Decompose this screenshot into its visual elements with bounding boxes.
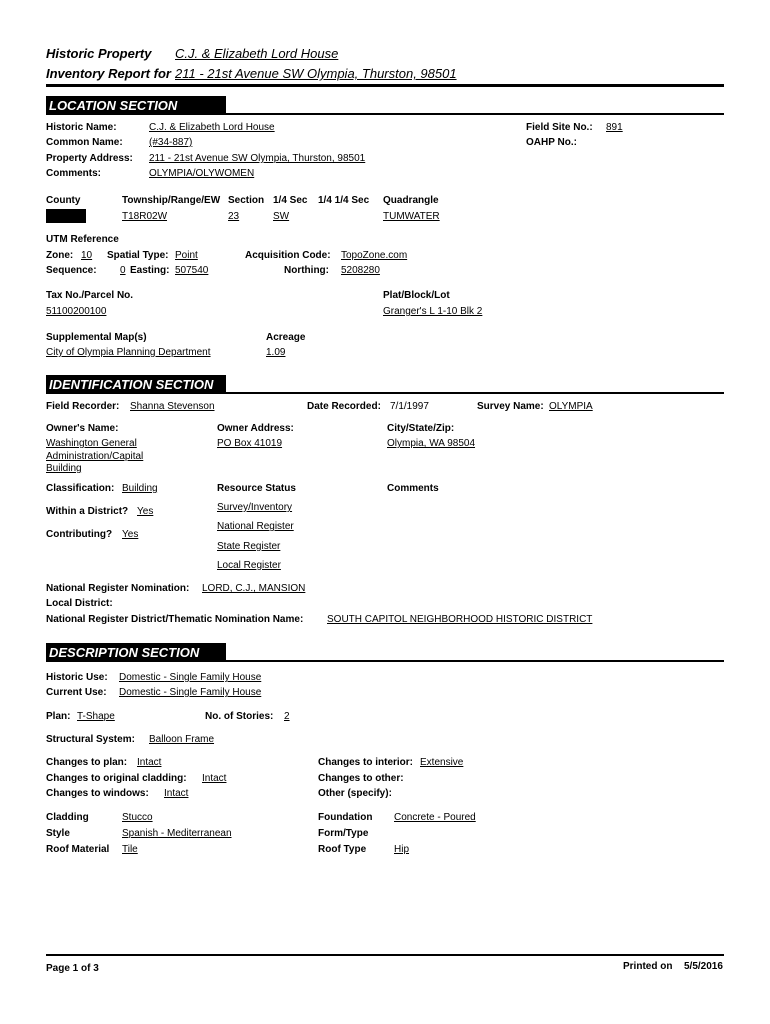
owner-name-label: Owner's Name: xyxy=(46,423,119,434)
utm-label: UTM Reference xyxy=(46,234,119,245)
plat-value: Granger's L 1-10 Blk 2 xyxy=(383,306,483,317)
quarter-sec-label: 1/4 Sec xyxy=(273,195,308,206)
sequence-label: Sequence: xyxy=(46,265,97,276)
zone-value: 10 xyxy=(81,250,93,261)
common-name-value: (#34-887) xyxy=(149,137,193,148)
city-state-zip-value: Olympia, WA 98504 xyxy=(387,438,476,449)
quarter-sec-value: SW xyxy=(273,211,290,222)
section-label: Section xyxy=(228,195,265,206)
status-survey-inventory: Survey/Inventory xyxy=(217,502,293,513)
changes-windows-value: Intact xyxy=(164,788,189,799)
header-property-name: C.J. & Elizabeth Lord House xyxy=(175,46,339,61)
sequence-value: 0 xyxy=(120,265,126,276)
nr-district-label: National Register District/Thematic Nomination Name: xyxy=(46,614,304,625)
other-specify-label: Other (specify): xyxy=(318,788,392,799)
page-number: Page 1 of 3 xyxy=(46,963,99,974)
plat-label: Plat/Block/Lot xyxy=(383,290,450,301)
supplemental-map-label: Supplemental Map(s) xyxy=(46,332,147,343)
tax-parcel-value: 51100200100 xyxy=(46,306,107,317)
location-section-title: LOCATION SECTION xyxy=(46,96,226,115)
oahp-label: OAHP No.: xyxy=(526,137,577,148)
comments-header: Comments xyxy=(387,483,439,494)
city-state-zip-label: City/State/Zip: xyxy=(387,423,455,434)
nr-nomination-value: LORD, C.J., MANSION xyxy=(202,583,306,594)
plan-value: T-Shape xyxy=(77,711,115,722)
owner-address-label: Owner Address: xyxy=(217,423,294,434)
footer-rule xyxy=(46,954,724,956)
comments-value: OLYMPIA/OLYWOMEN xyxy=(149,168,255,179)
description-section-rule xyxy=(46,660,724,662)
header-property-address: 211 - 21st Avenue SW Olympia, Thurston, 98501 xyxy=(175,66,457,81)
roof-material-value: Tile xyxy=(122,844,138,855)
changes-other-label: Changes to other: xyxy=(318,773,404,784)
owner-name-value: Washington General Administration/Capital Building xyxy=(46,438,144,474)
nr-district-value: SOUTH CAPITOL NEIGHBORHOOD HISTORIC DISTRICT xyxy=(327,614,593,625)
acquisition-code-value: TopoZone.com xyxy=(341,250,408,261)
status-local-register: Local Register xyxy=(217,560,281,571)
header-line2-label: Inventory Report for xyxy=(46,66,171,81)
changes-cladding-value: Intact xyxy=(202,773,227,784)
survey-name-label: Survey Name: xyxy=(477,401,544,412)
date-recorded-value: 7/1/1997 xyxy=(390,401,429,412)
cladding-value: Stucco xyxy=(122,812,153,823)
resource-status-label: Resource Status xyxy=(217,483,296,494)
changes-interior-value: Extensive xyxy=(420,757,464,768)
cladding-label: Cladding xyxy=(46,812,89,823)
historic-use-label: Historic Use: xyxy=(46,672,108,683)
spatial-type-label: Spatial Type: xyxy=(107,250,169,261)
changes-plan-value: Intact xyxy=(137,757,162,768)
date-recorded-label: Date Recorded: xyxy=(307,401,381,412)
structural-system-label: Structural System: xyxy=(46,734,135,745)
classification-value: Building xyxy=(122,483,158,494)
property-address-label: Property Address: xyxy=(46,153,133,164)
easting-label: Easting: xyxy=(130,265,170,276)
county-label: County xyxy=(46,195,81,206)
roof-material-label: Roof Material xyxy=(46,844,110,855)
historic-name-value: C.J. & Elizabeth Lord House xyxy=(149,122,275,133)
status-state-register: State Register xyxy=(217,541,281,552)
foundation-value: Concrete - Poured xyxy=(394,812,476,823)
description-section-title: DESCRIPTION SECTION xyxy=(46,643,226,662)
acreage-value: 1.09 xyxy=(266,347,286,358)
roof-type-label: Roof Type xyxy=(318,844,367,855)
nr-nomination-label: National Register Nomination: xyxy=(46,583,190,594)
comments-label: Comments: xyxy=(46,168,102,179)
property-address-value: 211 - 21st Avenue SW Olympia, Thurston, 98501 xyxy=(149,153,366,164)
township-label: Township/Range/EW xyxy=(122,195,221,206)
contributing-label: Contributing? xyxy=(46,529,113,540)
acreage-label: Acreage xyxy=(266,332,306,343)
structural-system-value: Balloon Frame xyxy=(149,734,215,745)
acquisition-code-label: Acquisition Code: xyxy=(245,250,331,261)
common-name-label: Common Name: xyxy=(46,137,123,148)
quarter-quarter-label: 1/4 1/4 Sec xyxy=(318,195,370,206)
header-rule xyxy=(46,84,724,87)
roof-type-value: Hip xyxy=(394,844,410,855)
changes-cladding-label: Changes to original cladding: xyxy=(46,773,187,784)
header-line1-label: Historic Property xyxy=(46,46,152,61)
field-site-label: Field Site No.: xyxy=(526,122,593,133)
quadrangle-value: TUMWATER xyxy=(383,211,440,222)
location-section-rule xyxy=(46,113,724,115)
within-district-label: Within a District? xyxy=(46,506,129,517)
current-use-value: Domestic - Single Family House xyxy=(119,687,262,698)
field-recorder-value: Shanna Stevenson xyxy=(130,401,215,412)
spatial-type-value: Point xyxy=(175,250,198,261)
field-recorder-label: Field Recorder: xyxy=(46,401,120,412)
northing-label: Northing: xyxy=(284,265,329,276)
township-value: T18R02W xyxy=(122,211,168,222)
historic-use-value: Domestic - Single Family House xyxy=(119,672,262,683)
changes-interior-label: Changes to interior: xyxy=(318,757,414,768)
survey-name-value: OLYMPIA xyxy=(549,401,593,412)
zone-label: Zone: xyxy=(46,250,74,261)
quadrangle-label: Quadrangle xyxy=(383,195,439,206)
stories-label: No. of Stories: xyxy=(205,711,274,722)
county-redacted-box xyxy=(46,209,86,223)
tax-parcel-label: Tax No./Parcel No. xyxy=(46,290,134,301)
style-label: Style xyxy=(46,828,70,839)
section-value: 23 xyxy=(228,211,240,222)
northing-value: 5208280 xyxy=(341,265,380,276)
owner-address-value: PO Box 41019 xyxy=(217,438,283,449)
printed-on-label: Printed on xyxy=(623,961,673,972)
identification-section-rule xyxy=(46,392,724,394)
changes-plan-label: Changes to plan: xyxy=(46,757,128,768)
identification-section-title: IDENTIFICATION SECTION xyxy=(46,375,226,394)
local-district-label: Local District: xyxy=(46,598,113,609)
style-value: Spanish - Mediterranean xyxy=(122,828,232,839)
supplemental-map-value: City of Olympia Planning Department xyxy=(46,347,211,358)
contributing-value: Yes xyxy=(122,529,139,540)
printed-date: 5/5/2016 xyxy=(684,961,723,972)
stories-value: 2 xyxy=(284,711,290,722)
current-use-label: Current Use: xyxy=(46,687,107,698)
within-district-value: Yes xyxy=(137,506,154,517)
field-site-value: 891 xyxy=(606,122,623,133)
changes-windows-label: Changes to windows: xyxy=(46,788,149,799)
historic-name-label: Historic Name: xyxy=(46,122,117,133)
foundation-label: Foundation xyxy=(318,812,373,823)
classification-label: Classification: xyxy=(46,483,115,494)
form-type-label: Form/Type xyxy=(318,828,369,839)
easting-value: 507540 xyxy=(175,265,209,276)
status-national-register: National Register xyxy=(217,521,294,532)
plan-label: Plan: xyxy=(46,711,71,722)
